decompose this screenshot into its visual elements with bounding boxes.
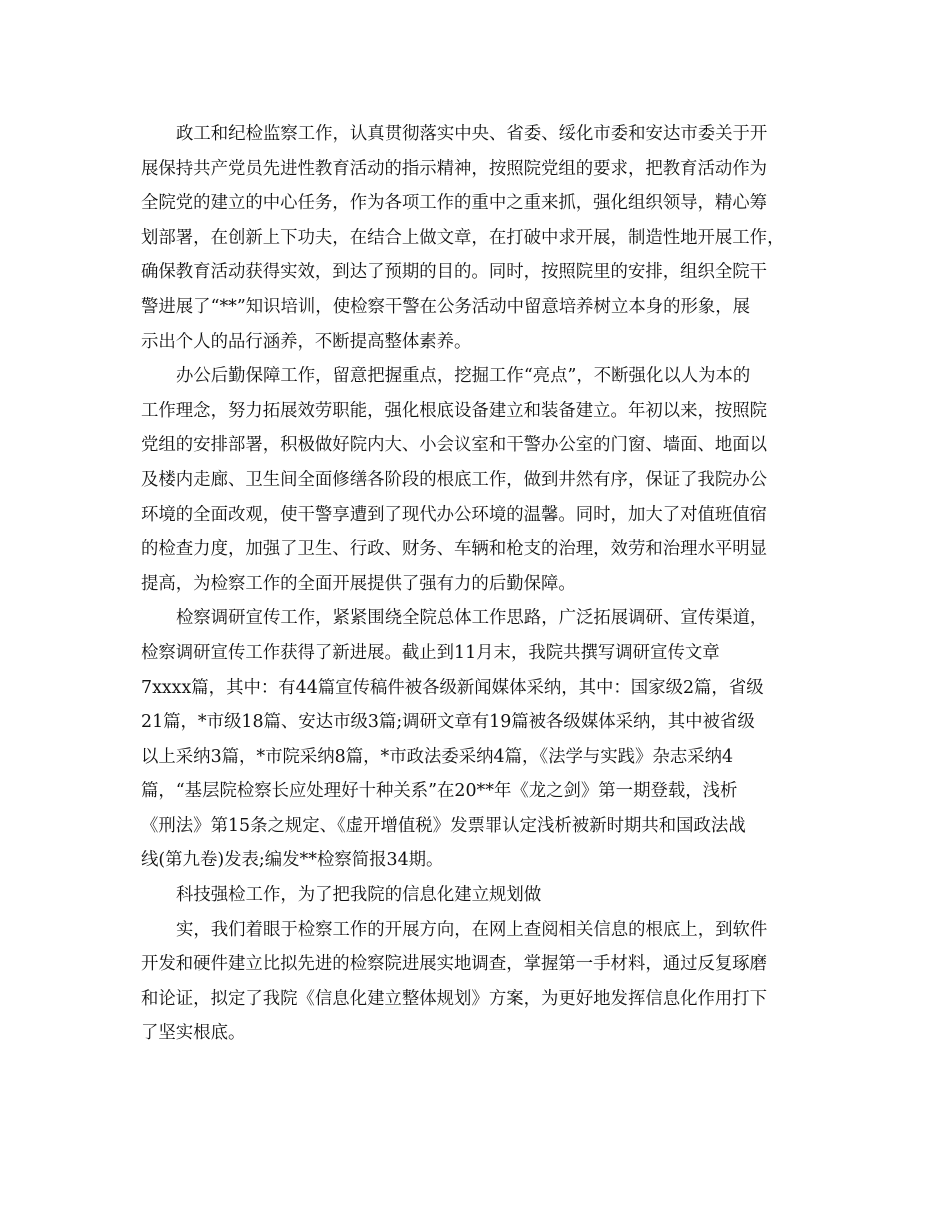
text-line: 办公后勤保障工作，留意把握重点，挖掘工作“亮点”，不断强化以人为本的 bbox=[176, 366, 751, 387]
text-line: 环境的全面改观，使干警享遭到了现代办公环境的温馨。同时，加大了对值班值宿 bbox=[141, 504, 768, 525]
text-line: 划部署，在创新上下功夫，在结合上做文章，在打破中求开展，制造性地开展工作， bbox=[141, 227, 785, 248]
text-line: 及楼内走廊、卫生间全面修缮各阶段的根底工作，做到井然有序，保证了我院办公 bbox=[141, 469, 768, 490]
text-line: 全院党的建立的中心任务，作为各项工作的重中之重来抓，强化组织领导，精心筹 bbox=[141, 193, 768, 214]
text-line: 党组的安排部署，积极做好院内大、小会议室和干警办公室的门窗、墙面、地面以 bbox=[141, 435, 768, 456]
text-line: 工作理念，努力拓展效劳职能，强化根底设备建立和装备建立。年初以来，按照院 bbox=[141, 400, 768, 421]
text-line: 政工和纪检监察工作，认真贯彻落实中央、省委、绥化市委和安达市委关于开 bbox=[176, 124, 768, 144]
text-line: 的检查力度，加强了卫生、行政、财务、车辆和枪支的治理，效劳和治理水平明显 bbox=[141, 539, 768, 560]
text-line: 开发和硬件建立比拟先进的检察院进展实地调查，掌握第一手材料，通过反复琢磨 bbox=[141, 954, 768, 975]
text-line: 展保持共产党员先进性教育活动的指示精神，按照院党组的要求，把教育活动作为 bbox=[141, 158, 768, 179]
text-line: 确保教育活动获得实效，到达了预期的目的。同时，按照院里的安排，组织全院干 bbox=[141, 262, 768, 283]
text-line: 21篇，*市级18篇、安达市级3篇;调研文章有19篇被各级媒体采纳，其中被省级 bbox=[141, 712, 755, 733]
document-body bbox=[141, 117, 821, 1051]
text-line: 7xxxx篇，其中：有44篇宣传稿件被各级新闻媒体采纳，其中：国家级2篇，省级 bbox=[141, 677, 764, 698]
text-line: 以上采纳3篇，*市院采纳8篇，*市政法委采纳4篇，《法学与实践》杂志采纳4 bbox=[141, 746, 734, 767]
text-line: 检察调研宣传工作，紧紧围绕全院总体工作思路，广泛拓展调研、宣传渠道， bbox=[176, 608, 768, 629]
text-line: 篇，“基层院检察长应处理好十种关系”在20**年《龙之剑》第一期登载，浅析 bbox=[141, 781, 738, 802]
text-line: 《刑法》第15条之规定、《虚开增值税》发票罪认定浅析被新时期共和国政法战 bbox=[141, 815, 746, 836]
text-line: 检察调研宣传工作获得了新进展。截止到11月末，我院共撰写调研宣传文章 bbox=[141, 642, 720, 663]
text-line: 了坚实根底。 bbox=[141, 1023, 246, 1044]
text-line: 线(第九卷)发表;编发**检察简报34期。 bbox=[141, 850, 444, 871]
text-line: 和论证，拟定了我院《信息化建立整体规划》方案，为更好地发挥信息化作用打下 bbox=[141, 988, 768, 1009]
text-line: 示出个人的品行涵养，不断提高整体素养。 bbox=[141, 331, 472, 352]
text-line: 警进展了“**”知识培训，使检察干警在公务活动中留意培养树立本身的形象，展 bbox=[141, 296, 751, 317]
text-line: 提高，为检察工作的全面开展提供了强有力的后勤保障。 bbox=[141, 573, 576, 594]
text-line: 科技强检工作，为了把我院的信息化建立规划做 bbox=[176, 885, 542, 906]
text-line: 实，我们着眼于检察工作的开展方向，在网上查阅相关信息的根底上，到软件 bbox=[176, 919, 768, 940]
